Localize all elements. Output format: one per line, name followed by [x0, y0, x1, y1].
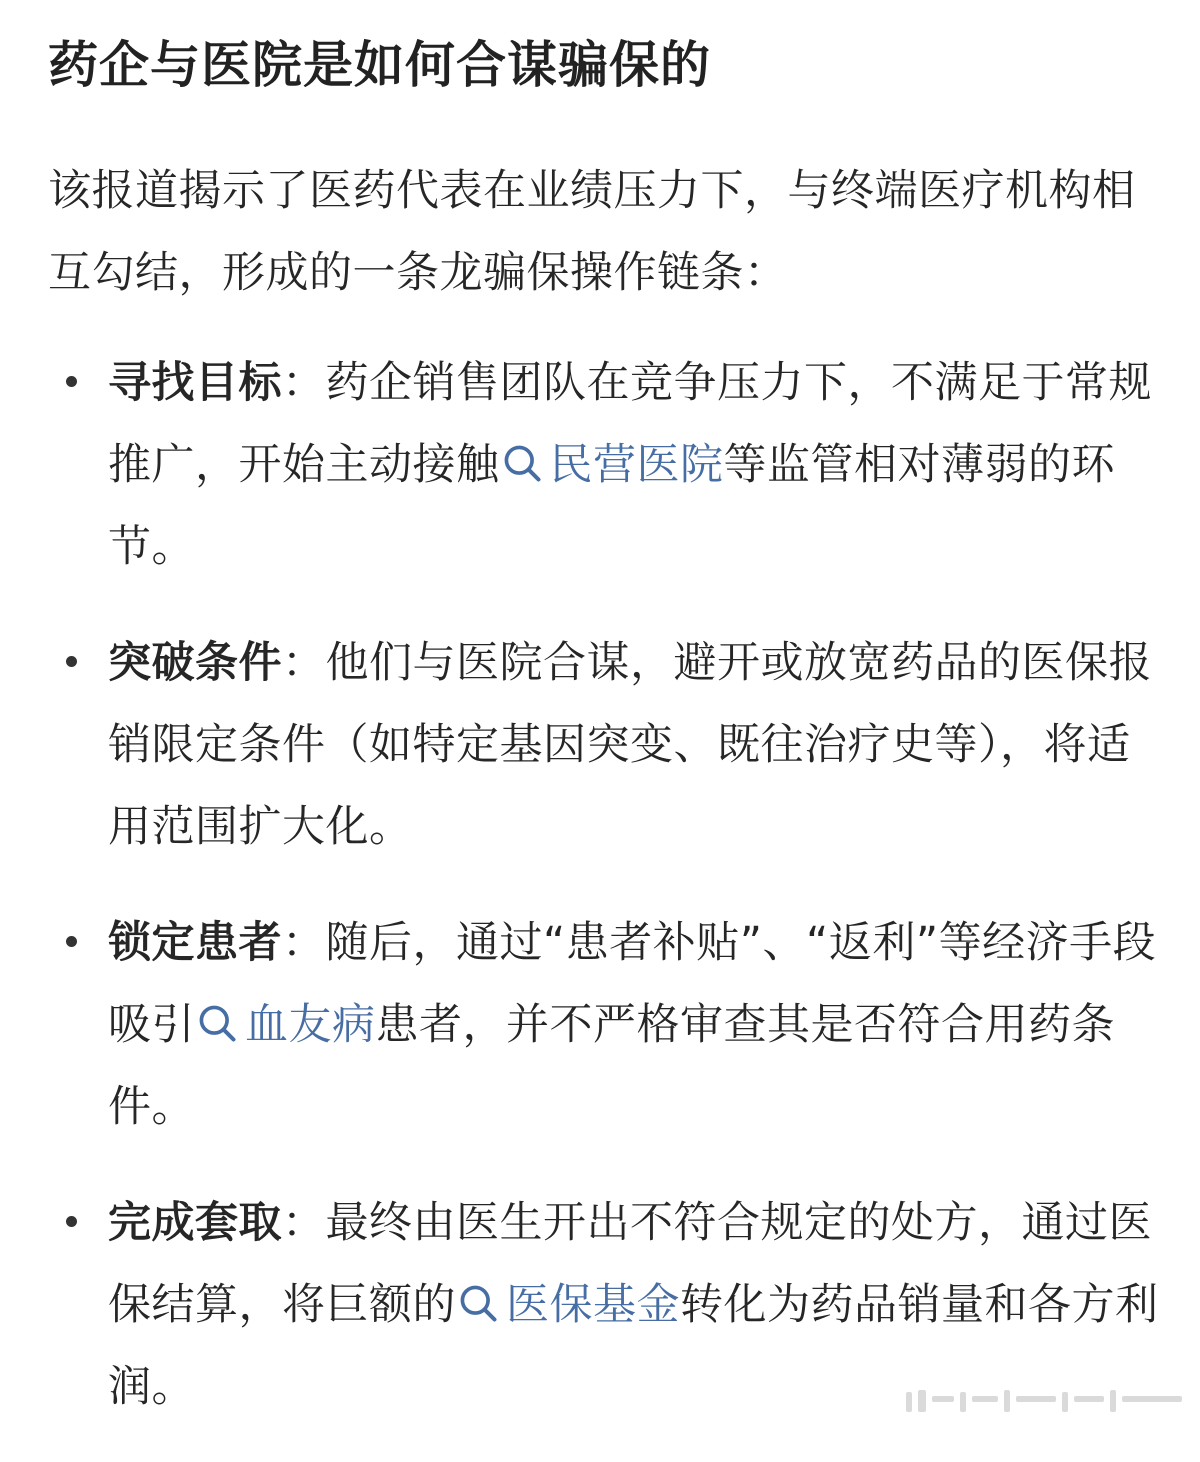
search-link-label: 医保基金	[506, 1280, 680, 1330]
watermark-icon	[906, 1388, 1186, 1414]
point-separator: ：	[282, 358, 326, 408]
point-text: 随后，通过“患者补贴”、“返利”等经济手段吸引	[108, 918, 1157, 1050]
point-text: 最终由医生开出不符合规定的处方，通过医保结算，将巨额的	[108, 1198, 1152, 1330]
search-icon	[195, 1001, 239, 1045]
bullet-dot	[66, 936, 77, 947]
bullet-dot	[66, 376, 77, 387]
search-link-minying-yiyuan[interactable]	[500, 440, 724, 490]
list-item-1	[48, 342, 1160, 588]
points-list	[48, 342, 1160, 1428]
search-link-yibao-jijin[interactable]	[456, 1280, 680, 1330]
bullet-dot	[66, 1216, 77, 1227]
point-text: 药企销售团队在竞争压力下，不满足于常规推广，开始主动接触	[108, 358, 1152, 490]
point-text: 他们与医院合谋，避开或放宽药品的医保报销限定条件（如特定基因突变、既往治疗史等），将适用范围扩大化。	[108, 638, 1152, 852]
point-separator: ：	[282, 1198, 326, 1248]
list-item-2	[48, 622, 1160, 868]
point-label: 突破条件	[108, 638, 282, 688]
point-label: 完成套取	[108, 1198, 282, 1248]
search-link-label: 血友病	[245, 1000, 376, 1050]
point-label: 锁定患者	[108, 918, 282, 968]
page-title: 药企与医院是如何合谋骗保的	[48, 36, 711, 94]
point-separator: ：	[282, 638, 326, 688]
list-item-3	[48, 902, 1160, 1148]
point-text-after: 等监管相对薄弱的环节。	[108, 440, 1115, 572]
intro-paragraph: 该报道揭示了医药代表在业绩压力下，与终端医疗机构相互勾结，形成的一条龙骗保操作链条：	[48, 166, 1136, 298]
bullet-dot	[66, 656, 77, 667]
search-link-xueyoubing[interactable]	[195, 1000, 376, 1050]
article	[48, 28, 1160, 1462]
search-icon	[500, 441, 544, 485]
point-separator: ：	[282, 918, 326, 968]
search-icon	[456, 1281, 500, 1325]
point-label: 寻找目标	[108, 358, 282, 408]
point-text-after: 患者，并不严格审查其是否符合用药条件。	[108, 1000, 1115, 1132]
search-link-label: 民营医院	[549, 440, 724, 490]
point-text-after: 转化为药品销量和各方利润。	[108, 1280, 1159, 1412]
